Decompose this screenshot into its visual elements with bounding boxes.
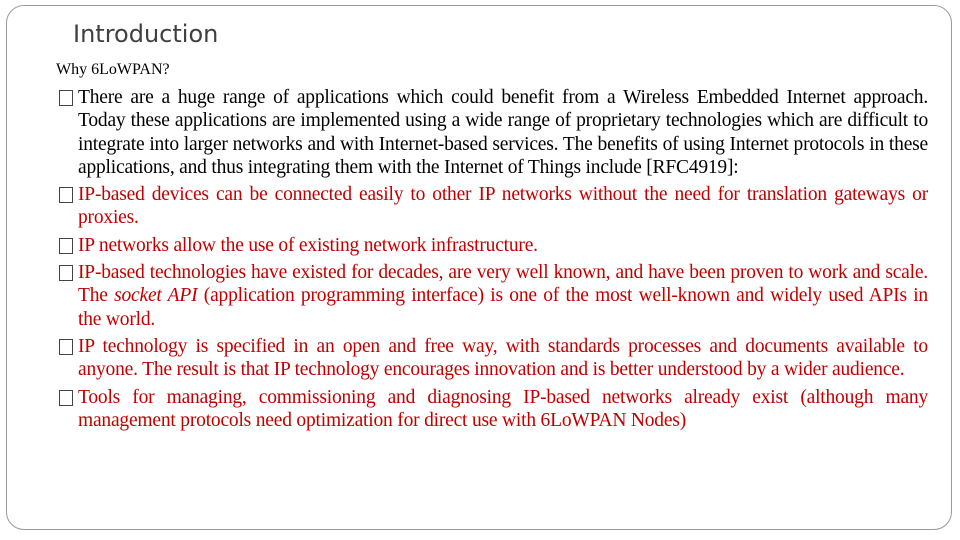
bullet-item-ip-devices (56, 183, 928, 230)
bullet-text: Tools for managing, commissioning and diagnosing IP-based networks already exist (although many management protocols need optimization for direct use with 6LoWPAN Nodes) (78, 386, 928, 431)
bullet-text-after: (application programming interface) is one of the most well-known and widely used APIs in the world. (78, 285, 928, 330)
bullet-text-before: IP-based technologies have existed for decades, are very well known, and have been proven to work and scale. The (78, 262, 928, 307)
bullet-box-icon (59, 187, 73, 203)
bullet-item-tools (56, 386, 928, 433)
bullet-box-icon (59, 265, 73, 281)
bullet-box-icon (59, 339, 73, 355)
bullet-text: IP-based devices can be connected easily to other IP networks without the need for translation gateways or proxies. (78, 184, 928, 229)
bullet-box-icon (59, 90, 73, 106)
bullet-item-ip-open (56, 335, 928, 382)
bullet-text: IP technology is specified in an open and free way, with standards processes and documents available to anyone. The result is that IP technology encourages innovation and is better understood by a wider audience. (78, 335, 928, 381)
bullet-text: There are a huge range of applications which could benefit from a Wireless Embedded Internet approach. Today these applications are implemented using a wide range of proprietary technologies which are difficult to integrate into larger networks and with Internet-based services. The benefits of using Internet protocols in these applications, and thus integrating them with the Internet of Things include [RFC4919]: (78, 87, 928, 178)
bullet-item-applications (56, 86, 928, 179)
bullet-text: IP networks allow the use of existing network infrastructure. (78, 234, 538, 256)
bullet-item-ip-technologies (56, 261, 928, 331)
bullet-item-ip-networks (56, 234, 928, 257)
bullet-text-italic: socket API (114, 285, 198, 307)
bullet-box-icon (59, 238, 73, 254)
bullet-box-icon (59, 390, 73, 406)
bullet-list (56, 86, 928, 434)
slide-title: Introduction (73, 20, 219, 48)
slide-subtitle: Why 6LoWPAN? (56, 61, 170, 78)
